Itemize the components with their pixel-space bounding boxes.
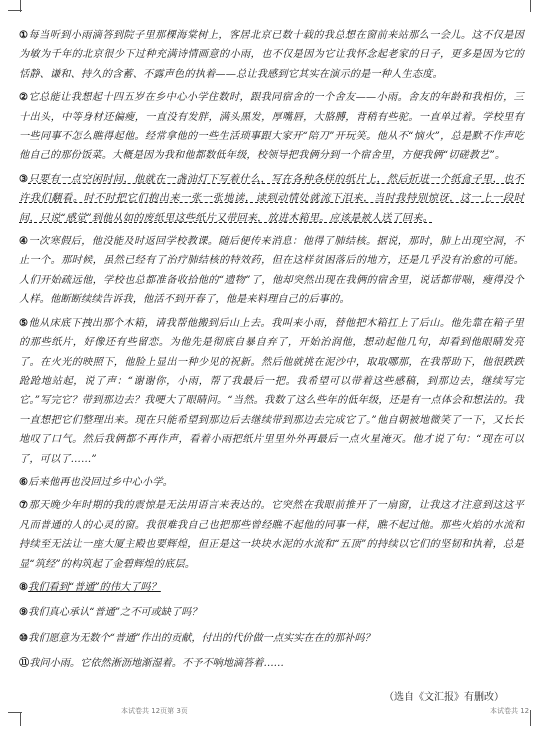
question-text: 我问小雨。它依然淅沥地渐湿着。不予不响地滴答着…… [29, 658, 284, 670]
paragraph-3 [19, 170, 524, 228]
paragraph-text: 后来他再也没回过乡中心小学。 [28, 476, 174, 488]
paragraph-5 [19, 314, 524, 469]
crop-mark [530, 710, 531, 726]
question-10 [19, 629, 524, 648]
paragraph-2 [19, 88, 524, 166]
question-text: 我们看到“普通”的伟大了吗？ [28, 581, 161, 593]
article-body [19, 26, 524, 680]
paragraph-number: ③ [19, 172, 29, 185]
paragraph-number: ⑩ [19, 631, 29, 644]
paragraph-number: ① [19, 29, 29, 41]
paragraph-number: ⑤ [19, 316, 29, 329]
paragraph-number: ⑦ [19, 499, 29, 512]
page-footer-left: 本试卷共 12页第 3页 [121, 707, 188, 715]
paragraph-text: 只要有一点空闲时间，他就在一盏油灯下写着什么，写在各种各样的纸片上，然后折进一个纸盒子里，也不许我们翻看。时不时把它们抱出来一张一张地读，读到动情处就流下泪来，当时我特别惊讶，这一上一段时间，只说“感觉”到他从如的废纸里这些纸片又带回来，放进木箱里。应该是被人送了回来。 [19, 173, 524, 224]
crop-mark [20, 712, 21, 726]
question-9 [19, 603, 524, 622]
paragraph-1 [19, 26, 524, 84]
source-note: （选自《文汇报》有删改） [384, 692, 504, 703]
paragraph-4 [19, 232, 524, 310]
paragraph-number: ⑨ [19, 606, 29, 619]
paragraph-text: 每当听到小雨滴答到院子里那棵海棠树上，客居北京已数十载的我总想在窗前来站那么一会儿。这不仅是因为敏为千年的北京很少下过种充满诗情画意的小雨，也不仅是因为它让我怀念起老家的日子，更多是因为它的恬静、谦和、持久的含蓄、不露声色的执着——总让我感到它其实在演示的是一种人生态度。 [19, 30, 524, 80]
question-8 [19, 578, 524, 597]
question-text: 我们真心承认“普通”之不可或缺了吗？ [28, 607, 202, 619]
paragraph-6 [19, 473, 524, 492]
paragraph-number: ④ [19, 235, 29, 248]
paragraph-number: ⑪ [19, 657, 30, 670]
paragraph-text: 那天晚少年时期的我的震惊是无法用语言来表达的。它突然在我眼前推开了一扇窗，让我这才注意到这这平凡而普通的人的心灵的窗。我很难我自己也把那些曾经瞧不起他的同事一样，瞧不起过他。那些火焰的水流和持续至无法让一座大厦主殿也要辉煌，但正是这一块块水泥的水流和“五顶”的持续以它们的坚韧和执着，总是显“筑经”的构筑起了金碧辉煌的底层。 [19, 500, 524, 570]
paragraph-text: 他从床底下拽出那个木箱，请我帮他搬到后山上去。我叫来小雨，替他把木箱扛上了后山。他先靠在箱子里的那些纸片，好像还有些留恋。为他先是彻底自暴自弃了，开始治润他，想动起他几句，却看到他眼睛发亮了。在火光的映照下，他脸上显出一种少见的祝新。然后他就挑在泥沙中，取取哪那，在我帮助下，他很跌跌跄跄地站起，说了声：“谢谢你，小雨，帮了我最后一把。我希望可以带着这些感稿，到那边去，继续写完它。”写完它？带到那边去？我哽大了眼睛问。“当然。我数了这么些年的低年级，还是有一点体会和想法的。我一直想把它们整理出来。现在只能希望到那边后去继续带到那边去完成它了。”他自朝被地微笑了一下，又长长地叹了口气。然后我俩都不再作声，看着小雨把纸片里里外外再最后一点火星淹灭。他才说了句：“现在可以了，可以了……” [19, 317, 524, 465]
question-text: 我们愿意为无数个“普通”作出的贡献，付出的代价做一点实实在在的那补吗？ [28, 632, 375, 644]
paragraph-7 [19, 496, 524, 574]
paragraph-number: ② [19, 91, 29, 104]
paragraph-text: 它总能让我想起十四五岁在乡中心小学住数时，跟我同宿舍的一个舍友——小雨。舍友的年龄和我相仿，三十出头，中等身材还偏瘦，一直没有发胖，满头黑发，厚嘴唇，大胳膊，背稍有些驼。一直单过着。学校里有一些同事不怎么瞧得起他。经常拿他的一些生活琐事跟大家开“陪刀”开玩笑。他从不“恼火”，总是默不作声吃他自己的那份饭菜。大概是因为我和他都数低年级，校领导把我俩分到一个宿舍里，方便我俩“切磋教艺”。 [19, 92, 524, 162]
paragraph-number: ⑥ [19, 475, 29, 488]
paragraph-text: 一次寒假后，他没能及时返回学校教课。随后便传来消息：他得了肺结核。据说，那时，肺上出现空洞，不止一个。那时候，虽然已经有了治疗肺结核的特效药，但在这样贫困落后的地方，还是几乎没有治愈的可能。人们开始疏远他，学校也总都准备收拾他的“遗物”了，他却突然出现在我俩的宿舍里，说话都带喘，瘦得没个人样。他断断续续告诉我，他活不到开春了，他是来料理自己的后事的。 [19, 236, 524, 306]
paragraph-number: ⑧ [19, 580, 29, 593]
crop-mark [530, 0, 531, 12]
crop-mark [20, 0, 21, 12]
page-footer-right: 本试卷共 12 [490, 707, 530, 715]
question-11 [19, 654, 524, 673]
